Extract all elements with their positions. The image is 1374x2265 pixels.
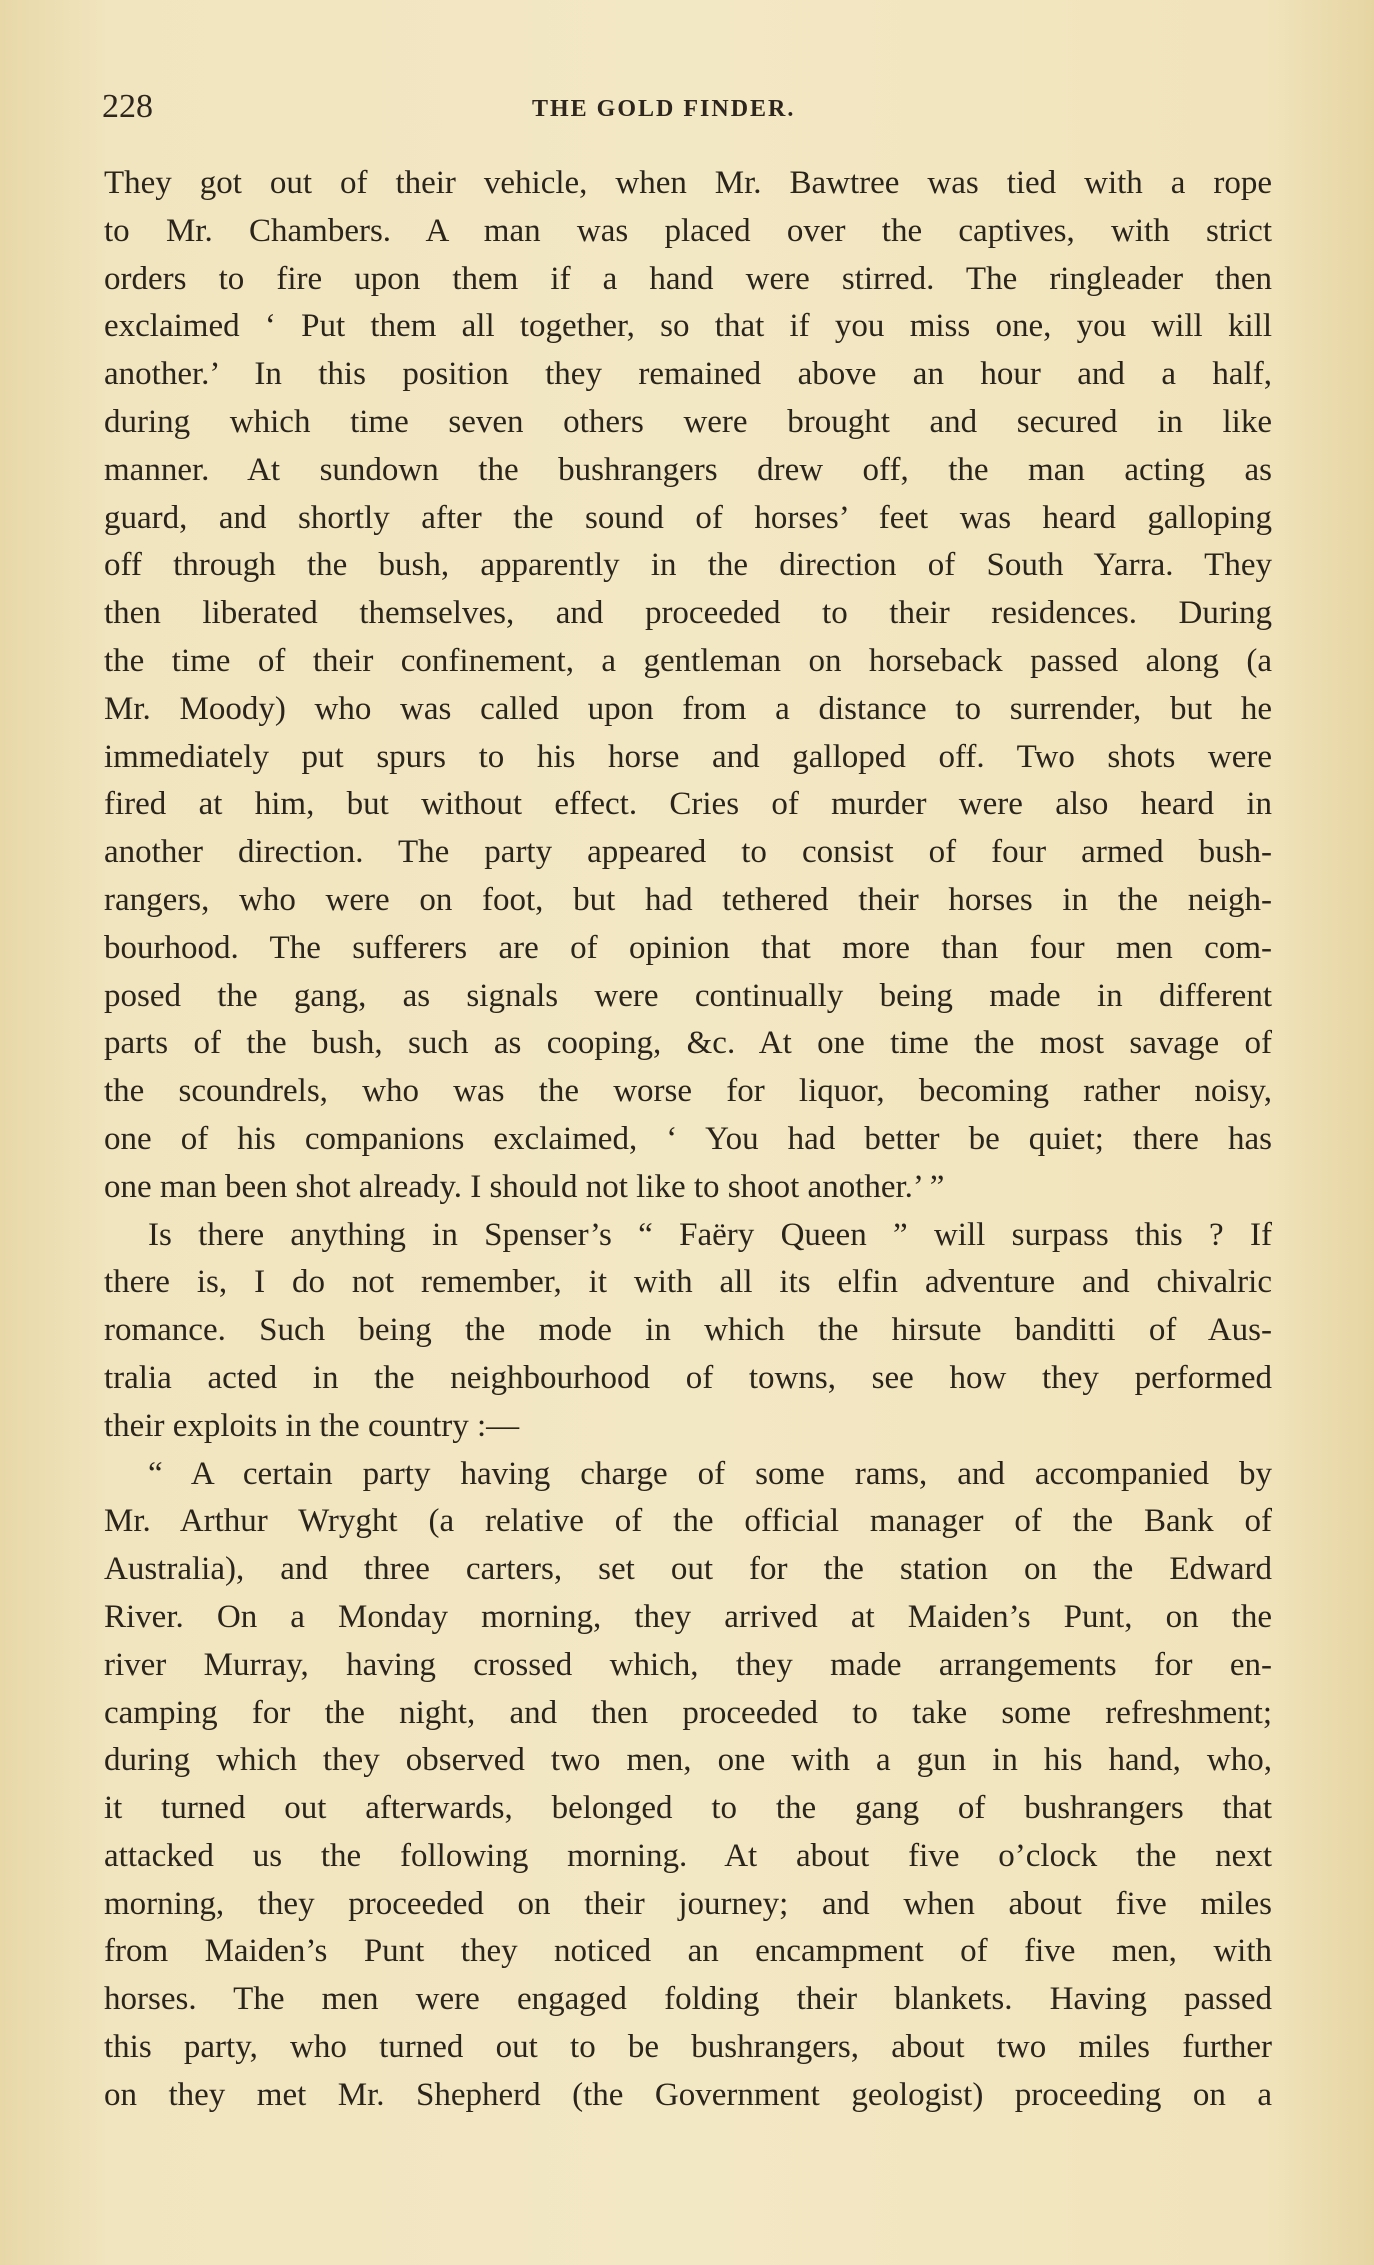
- text-line: fired at him, but without effect. Cries of murder were also heard in: [104, 786, 1272, 823]
- text-line: guard, and shortly after the sound of horses’ feet was heard galloping: [104, 499, 1272, 536]
- text-line: manner. At sundown the bushrangers drew off, the man acting as: [104, 451, 1272, 488]
- text-line: posed the gang, as signals were continually being made in different: [104, 977, 1272, 1014]
- text-line: immediately put spurs to his horse and galloped off. Two shots were: [104, 738, 1272, 775]
- text-line: another direction. The party appeared to consist of four armed bush-: [104, 834, 1272, 871]
- text-line: their exploits in the country :—: [104, 1407, 520, 1444]
- text-line: this party, who turned out to be bushrangers, about two miles further: [104, 2029, 1272, 2066]
- running-title: THE GOLD FINDER.: [532, 96, 796, 122]
- text-line: romance. Such being the mode in which the hirsute banditti of Aus-: [104, 1312, 1272, 1349]
- text-line: one of his companions exclaimed, ‘ You had better be quiet; there has: [104, 1120, 1272, 1157]
- text-line: to Mr. Chambers. A man was placed over the captives, with strict: [104, 212, 1272, 249]
- text-line: horses. The men were engaged folding their blankets. Having passed: [104, 1981, 1272, 2018]
- text-line: camping for the night, and then proceeded to take some refreshment;: [104, 1694, 1272, 1731]
- text-line: the time of their confinement, a gentleman on horseback passed along (a: [104, 642, 1272, 679]
- text-line: it turned out afterwards, belonged to the gang of bushrangers that: [104, 1790, 1272, 1827]
- text-line: River. On a Monday morning, they arrived at Maiden’s Punt, on the: [104, 1598, 1272, 1635]
- text-line: the scoundrels, who was the worse for liquor, becoming rather noisy,: [104, 1073, 1272, 1110]
- text-line: They got out of their vehicle, when Mr. Bawtree was tied with a rope: [104, 165, 1272, 201]
- text-line: tralia acted in the neighbourhood of towns, see how they performed: [104, 1359, 1272, 1396]
- text-line: during which they observed two men, one with a gun in his hand, who,: [104, 1742, 1272, 1779]
- text-line: then liberated themselves, and proceeded to their residences. During: [104, 595, 1272, 632]
- text-line: Mr. Arthur Wryght (a relative of the official manager of the Bank of: [104, 1503, 1272, 1540]
- text-line: orders to fire upon them if a hand were stirred. The ringleader then: [104, 260, 1272, 297]
- text-line: on they met Mr. Shepherd (the Government geologist) proceeding on a: [104, 2076, 1272, 2113]
- text-line: Australia), and three carters, set out for the station on the Edward: [104, 1551, 1272, 1588]
- text-line: Is there anything in Spenser’s “ Faëry Queen ” will surpass this ? If: [148, 1216, 1272, 1253]
- text-line: during which time seven others were brought and secured in like: [104, 403, 1272, 440]
- text-line: exclaimed ‘ Put them all together, so that if you miss one, you will kill: [104, 308, 1272, 345]
- text-line: another.’ In this position they remained above an hour and a half,: [104, 356, 1272, 393]
- page-header: [102, 88, 1272, 128]
- text-line: from Maiden’s Punt they noticed an encampment of five men, with: [104, 1933, 1272, 1970]
- text-line: parts of the bush, such as cooping, &c. At one time the most savage of: [104, 1025, 1272, 1062]
- text-line: there is, I do not remember, it with all its elfin adventure and chivalric: [104, 1264, 1272, 1301]
- text-line: attacked us the following morning. At about five o’clock the next: [104, 1837, 1272, 1874]
- text-line: rangers, who were on foot, but had tethered their horses in the neigh-: [104, 881, 1272, 918]
- page-number: 228: [102, 88, 153, 125]
- text-line: bourhood. The sufferers are of opinion that more than four men com-: [104, 929, 1272, 966]
- text-line: morning, they proceeded on their journey; and when about five miles: [104, 1885, 1272, 1922]
- text-line: off through the bush, apparently in the direction of South Yarra. They: [104, 547, 1272, 584]
- body-text: [104, 160, 1272, 2120]
- text-line: one man been shot already. I should not like to shoot another.’ ”: [104, 1168, 945, 1205]
- text-line: “ A certain party having charge of some rams, and accompanied by: [148, 1455, 1272, 1492]
- text-line: river Murray, having crossed which, they made arrangements for en-: [104, 1646, 1272, 1683]
- text-line: Mr. Moody) who was called upon from a distance to surrender, but he: [104, 690, 1272, 727]
